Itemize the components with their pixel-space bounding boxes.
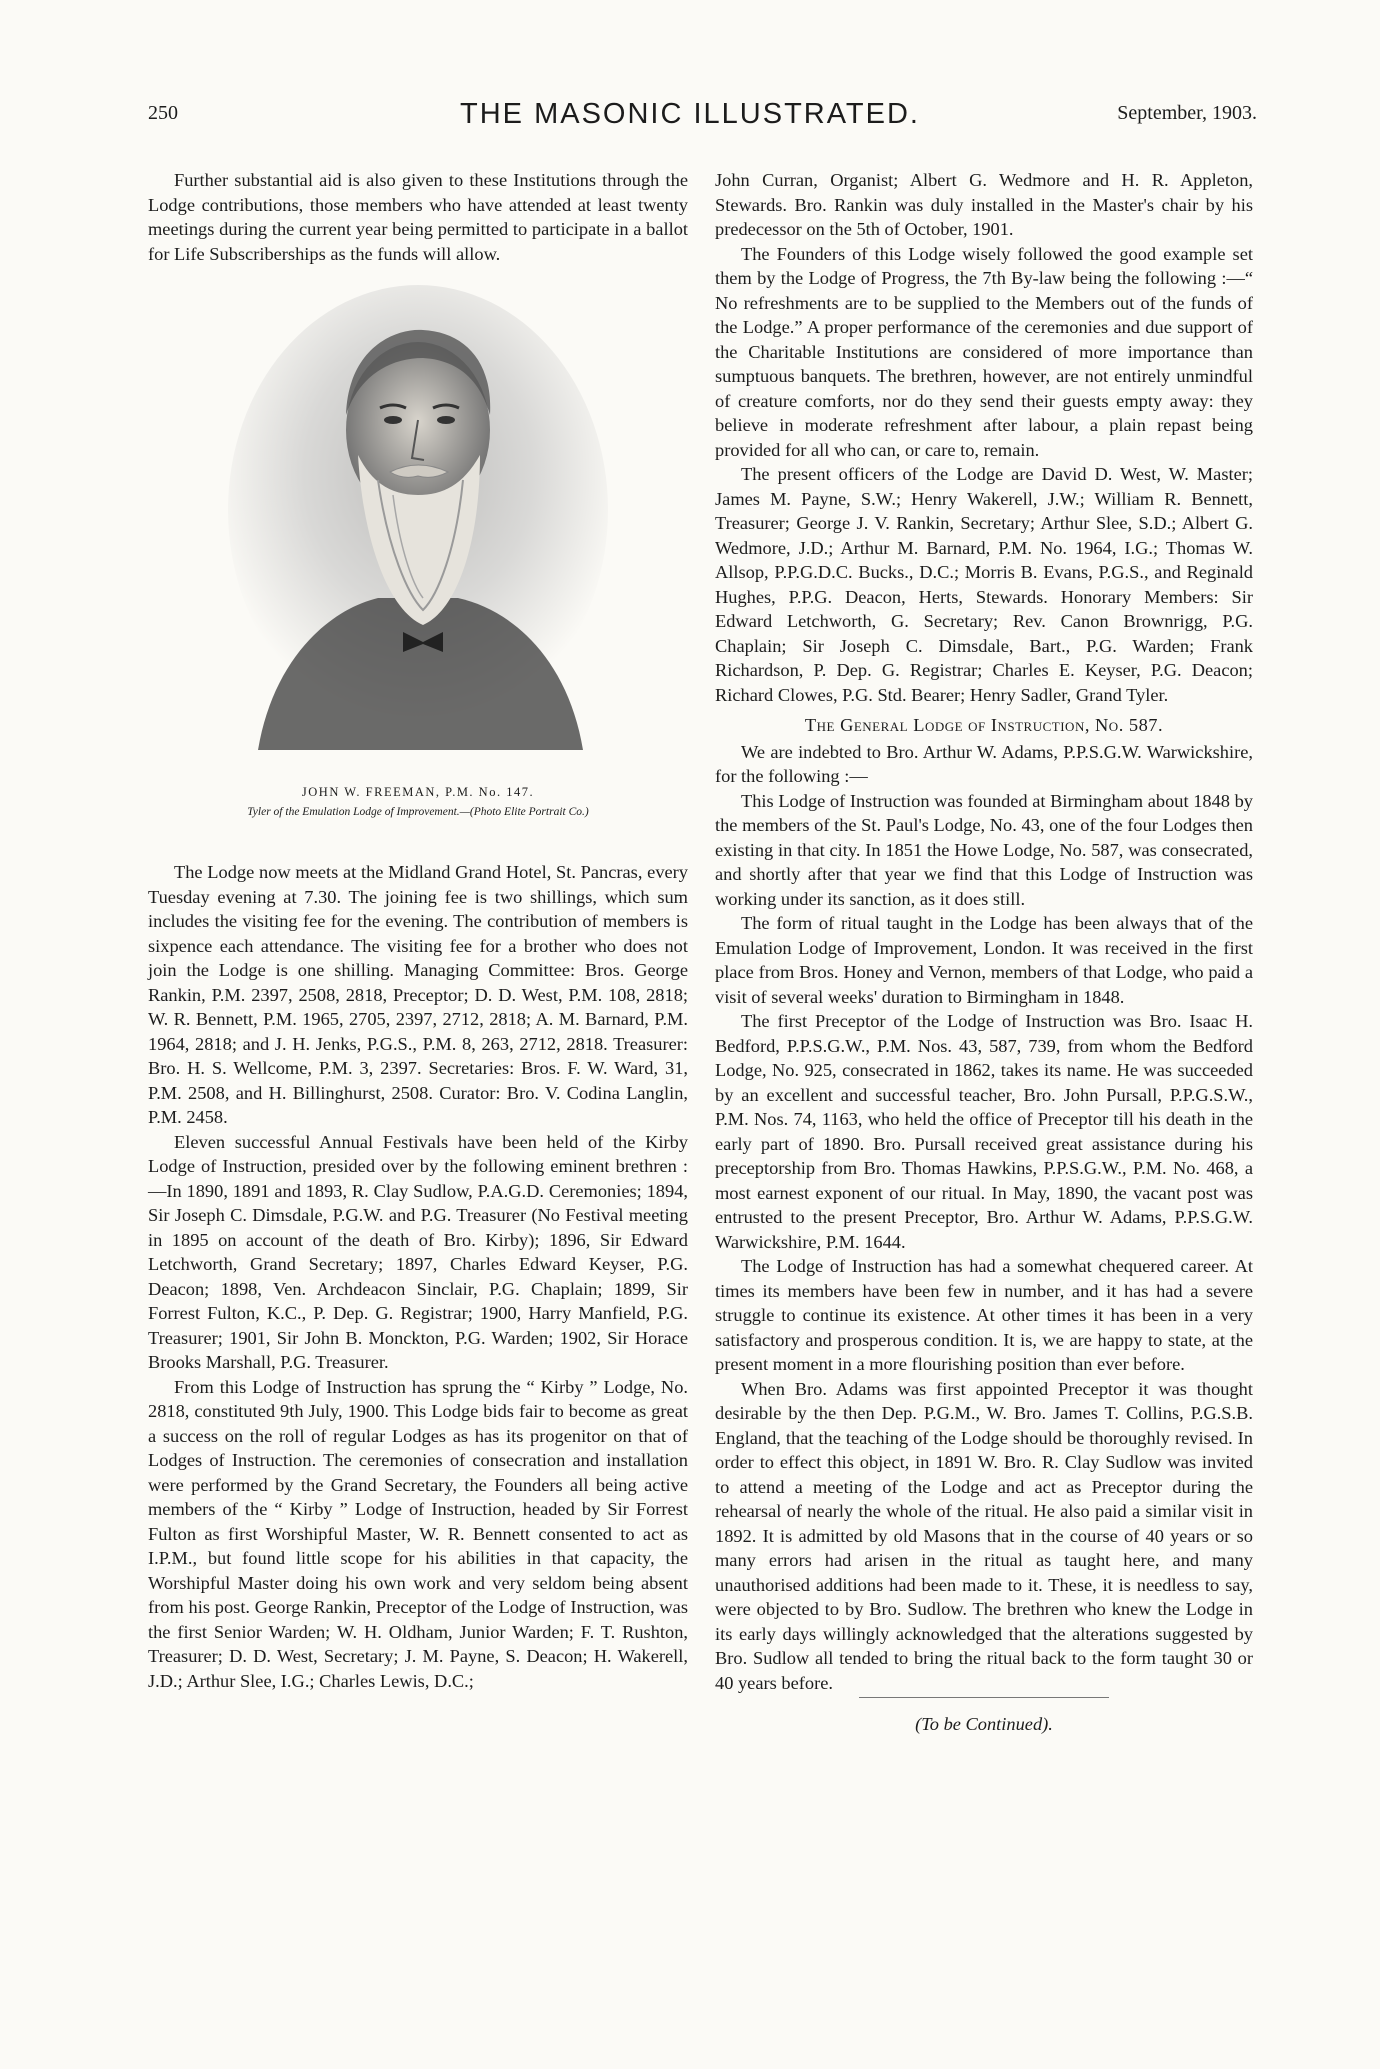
portrait-photo — [218, 280, 618, 750]
right-column — [715, 168, 1253, 1737]
paragraph: The first Preceptor of the Lodge of Instruction was Bro. Isaac H. Bedford, P.P.S.G.W., P.M. Nos. 43, 587, 739, from whom the Bedford Lodge, No. 925, consecrated in 1862, takes its name. He was succeeded by an excellent and successful teacher, Bro. John Pursall, P.P.G.S.W., P.M. Nos. 74, 1163, who held the office of Preceptor till his death in the early part of 1890. Bro. Pursall received great assistance during his preceptorship from Bro. Thomas Hawkins, P.P.S.G.W., P.M. No. 468, a most earnest exponent of our ritual. In May, 1890, the vacant post was entrusted to the present Preceptor, Bro. Arthur W. Adams, P.P.S.G.W. Warwickshire, P.M. 1644. — [715, 1011, 1253, 1252]
section-heading: The General Lodge of Instruction, No. 587. — [804, 715, 1164, 735]
paragraph: Further substantial aid is also given to these Institutions through the Lodge contributions, those members who have attended at least twenty meetings during the current year being permitted to participate in a ballot for Life Subscriberships as the funds will allow. — [148, 170, 688, 264]
paragraph: From this Lodge of Instruction has sprung the “ Kirby ” Lodge, No. 2818, constituted 9th July, 1900. This Lodge bids fair to become as great a success on the roll of regular Lodges as has its progenitor on that of Lodges of Instruction. The ceremonies of consecration and installation were performed by the Grand Secretary, the Founders all being active members of the “ Kirby ” Lodge of Instruction, headed by Sir Forrest Fulton as first Worshipful Master, W. R. Bennett consented to act as I.P.M., but found little scope for his abilities in that capacity, the Worshipful Master doing his own work and very seldom being absent from his post. George Rankin, Preceptor of the Lodge of Instruction, was the first Senior Warden; W. H. Oldham, Junior Warden; F. T. Rushton, Treasurer; D. D. West, Secretary; J. M. Payne, S. Deacon; H. Wakerell, J.D.; Arthur Slee, I.G.; Charles Lewis, D.C.; — [148, 1376, 688, 1691]
masthead-title: THE MASONIC ILLUSTRATED. — [460, 98, 920, 130]
portrait-caption-name: JOHN W. FREEMAN, P.M. No. 147. — [301, 785, 535, 799]
divider — [859, 1697, 1109, 1698]
paragraph: We are indebted to Bro. Arthur W. Adams, P.P.S.G.W. Warwickshire, for the following :— — [715, 741, 1253, 786]
paragraph: The Lodge now meets at the Midland Grand Hotel, St. Pancras, every Tuesday evening at 7.30. The joining fee is two shillings, which sum includes the visiting fee for the evening. The contribution of members is sixpence each attendance. The visiting fee for a brother who does not join the Lodge is one shilling. Managing Committee: Bros. George Rankin, P.M. 2397, 2508, 2818, Preceptor; D. D. West, P.M. 108, 2818; W. R. Bennett, P.M. 1965, 2705, 2397, 2712, 2818; A. M. Barnard, P.M. 1964, 2818; and J. H. Jenks, P.G.S., P.M. 8, 263, 2712, 2818. Treasurer: Bro. H. S. Wellcome, P.M. 3, 2397. Secretaries: Bros. F. W. Ward, 31, P.M. 2508, and H. Billinghurst, 2508. Curator: Bro. V. Codina Langlin, P.M. 2458. — [148, 862, 688, 1127]
paragraph: John Curran, Organist; Albert G. Wedmore and H. R. Appleton, Stewards. Bro. Rankin was duly installed in the Master's chair by his predecessor on the 5th of October, 1901. — [715, 170, 1253, 239]
to-be-continued: (To be Continued). — [915, 1714, 1053, 1734]
page-header — [0, 98, 1380, 138]
paragraph: When Bro. Adams was first appointed Preceptor it was thought desirable by the then Dep. P.G.M., W. Bro. James T. Collins, P.G.S.B. England, that the teaching of the Lodge should be thoroughly revised. In order to effect this object, in 1891 W. Bro. R. Clay Sudlow was invited to attend a meeting of the Lodge and act as Preceptor during the rehearsal of nearly the whole of the ritual. He also paid a similar visit in 1892. It is admitted by old Masons that in the course of 40 years or so many errors had arisen in the ritual as taught here, and many unauthorised additions had been made to it. These, it is needless to say, were objected to by Bro. Sudlow. The brethren who knew the Lodge in its early days willingly acknowledged that the alterations suggested by Bro. Sudlow all tended to bring the ritual back to the form taught 30 or 40 years before. — [715, 1378, 1253, 1693]
paragraph: This Lodge of Instruction was founded at Birmingham about 1848 by the members of the St. Paul's Lodge, No. 43, one of the four Lodges then existing in that city. In 1851 the Howe Lodge, No. 587, was consecrated, and shortly after that year we find that this Lodge of Instruction was working under its sanction, as it does still. — [715, 790, 1253, 909]
paragraph: The Lodge of Instruction has had a somewhat chequered career. At times its members have been few in number, and it has had a severe struggle to continue its existence. At other times it has been in a very satisfactory and prosperous condition. It is, we are happy to state, at the present moment in a more flourishing position than ever before. — [715, 1256, 1253, 1374]
paragraph: The Founders of this Lodge wisely followed the good example set them by the Lodge of Progress, the 7th By-law being the following :—“ No refreshments are to be supplied to the Members out of the funds of the Lodge.” A proper performance of the ceremonies and due support of the Charitable Institutions are considered of more importance than sumptuous banquets. The brethren, however, are not entirely unmindful of creature comforts, nor do they send their guests empty away: they believe in moderate refreshment after labour, a plain repast being provided for all who can, or care to, remain. — [715, 243, 1253, 460]
portrait-figure — [148, 280, 688, 848]
paragraph: The present officers of the Lodge are David D. West, W. Master; James M. Payne, S.W.; Henry Wakerell, J.W.; William R. Bennett, Treasurer; George J. V. Rankin, Secretary; Arthur Slee, S.D.; Albert G. Wedmore, J.D.; Arthur M. Barnard, P.M. No. 1964, I.G.; Thomas W. Allsop, P.P.G.D.C. Bucks., D.C.; Morris B. Evans, P.G.S., and Reginald Hughes, P.P.G. Deacon, Herts, Stewards. Honorary Members: Sir Edward Letchworth, G. Secretary; Rev. Canon Brownrigg, P.G. Chaplain; Sir Joseph C. Dimsdale, Bart., P.G. Warden; Frank Richardson, P. Dep. G. Registrar; Charles E. Keyser, P.G. Deacon; Richard Clowes, P.G. Std. Bearer; Henry Sadler, Grand Tyler. — [715, 464, 1253, 705]
page-number: 250 — [148, 102, 178, 124]
paragraph: The form of ritual taught in the Lodge has been always that of the Emulation Lodge of Improvement, London. It was received in the first place from Bros. Honey and Vernon, members of that Lodge, who paid a visit of several weeks' duration to Birmingham in 1848. — [715, 913, 1253, 1007]
issue-date: September, 1903. — [1117, 102, 1257, 124]
left-column — [148, 168, 688, 1693]
portrait-caption-credit: Tyler of the Emulation Lodge of Improvement.—(Photo Elite Portrait Co.) — [247, 806, 589, 818]
paragraph: Eleven successful Annual Festivals have been held of the Kirby Lodge of Instruction, presided over by the following eminent brethren :—In 1890, 1891 and 1893, R. Clay Sudlow, P.A.G.D. Ceremonies; 1894, Sir Joseph C. Dimsdale, P.G.W. and P.G. Treasurer (No Festival meeting in 1895 on account of the death of Bro. Kirby); 1896, Sir Edward Letchworth, Grand Secretary; 1897, Charles Edward Keyser, P.G. Deacon; 1898, Ven. Archdeacon Sinclair, P.G. Chaplain; 1899, Sir Forrest Fulton, K.C., P. Dep. G. Registrar; 1900, Harry Manfield, P.G. Treasurer; 1901, Sir John B. Monckton, P.G. Warden; 1902, Sir Horace Brooks Marshall, P.G. Treasurer. — [148, 1131, 688, 1372]
